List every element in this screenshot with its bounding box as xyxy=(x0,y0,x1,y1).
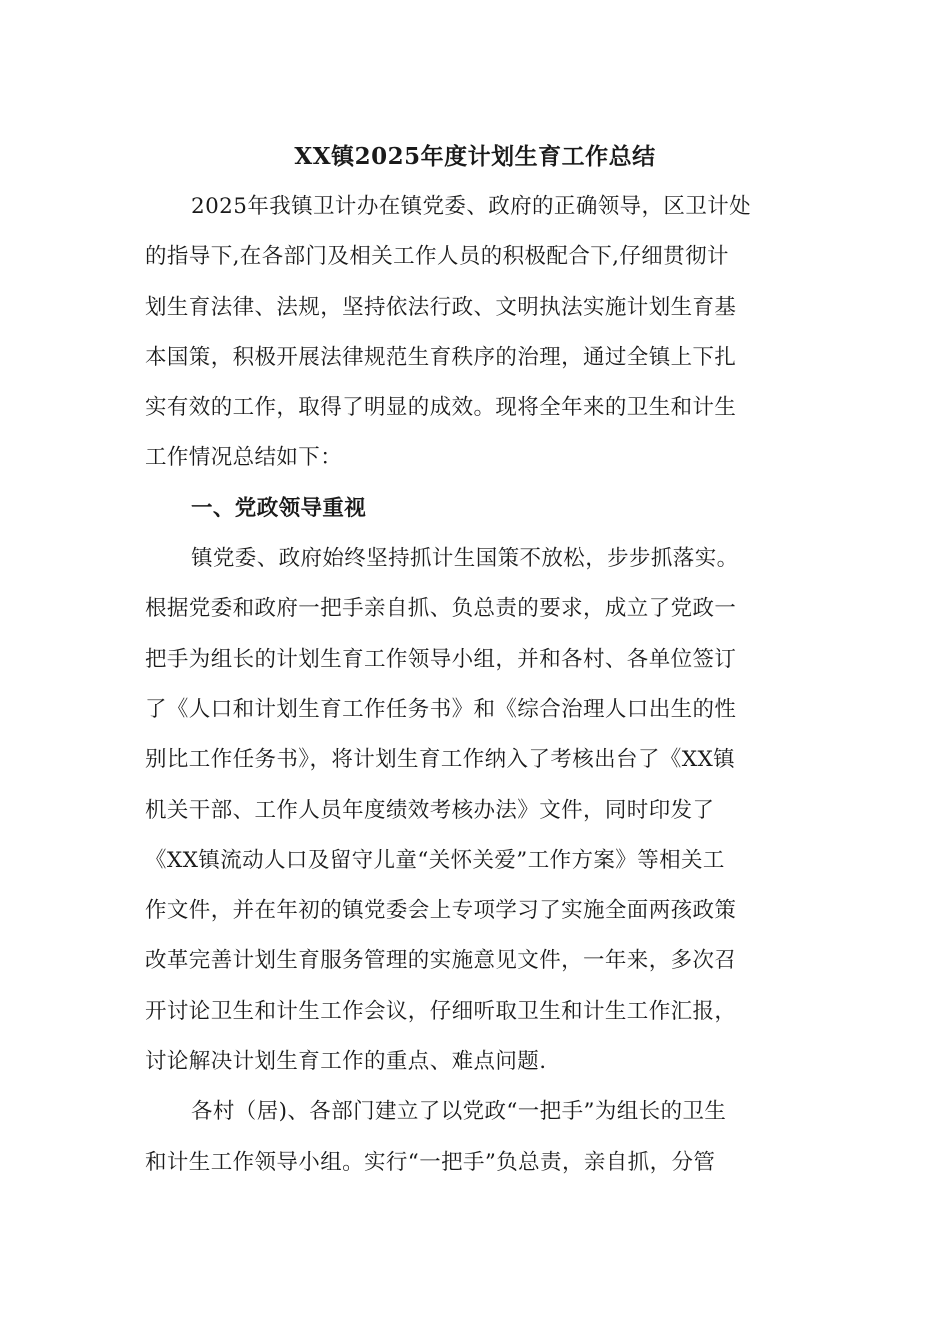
text-line: 2025年我镇卫计办在镇党委、政府的正确领导，区卫计处 xyxy=(191,194,752,219)
text-line: 别比工作任务书》，将计划生育工作纳入了考核出台了《XX镇 xyxy=(145,747,736,773)
text-line: 各村（居)、各部门建立了以党政“一把手”为组长的卫生 xyxy=(191,1099,727,1125)
section-paragraph xyxy=(145,534,805,1087)
text-line: 实有效的工作，取得了明显的成效。现将全年来的卫生和计生 xyxy=(145,395,737,421)
text-line: 了《人口和计划生育工作任务书》和《综合治理人口出生的性 xyxy=(145,696,737,722)
document-title: XX镇2025年度计划生育工作总结 xyxy=(294,143,656,170)
text-line: 根据党委和政府一把手亲自抓、负总责的要求，成立了党政一 xyxy=(145,596,737,622)
document-body xyxy=(145,182,805,1188)
text-line: 和计生工作领导小组。实行“一把手”负总责，亲自抓，分管 xyxy=(145,1149,716,1175)
text-line: 的指导下,在各部门及相关工作人员的积极配合下,仔细贯彻计 xyxy=(145,244,729,270)
text-line: 镇党委、政府始终坚持抓计生国策不放松，步步抓落实。 xyxy=(191,546,739,572)
text-line: 把手为组长的计划生育工作领导小组，并和各村、各单位签订 xyxy=(145,646,737,672)
section-paragraph xyxy=(145,1087,805,1188)
text-line: 划生育法律、法规，坚持依法行政、文明执法实施计划生育基 xyxy=(145,294,737,320)
section-heading: 一、党政领导重视 xyxy=(191,495,367,521)
text-line: 讨论解决计划生育工作的重点、难点问题. xyxy=(145,1049,547,1075)
text-line: 《XX镇流动人口及留守儿童“关怀关爱”工作方案》等相关工 xyxy=(145,847,725,873)
text-line: 改革完善计划生育服务管理的实施意见文件，一年来，多次召 xyxy=(145,948,737,974)
text-line: 开讨论卫生和计生工作会议，仔细听取卫生和计生工作汇报， xyxy=(145,998,737,1024)
text-line: 作文件，并在年初的镇党委会上专项学习了实施全面两孩政策 xyxy=(145,898,737,924)
text-line: 机关干部、工作人员年度绩效考核办法》文件，同时印发了 xyxy=(145,797,715,823)
text-line: 工作情况总结如下： xyxy=(145,445,343,471)
text-line: 本国策，积极开展法律规范生育秩序的治理，通过全镇上下扎 xyxy=(145,344,737,370)
intro-paragraph xyxy=(145,182,805,484)
